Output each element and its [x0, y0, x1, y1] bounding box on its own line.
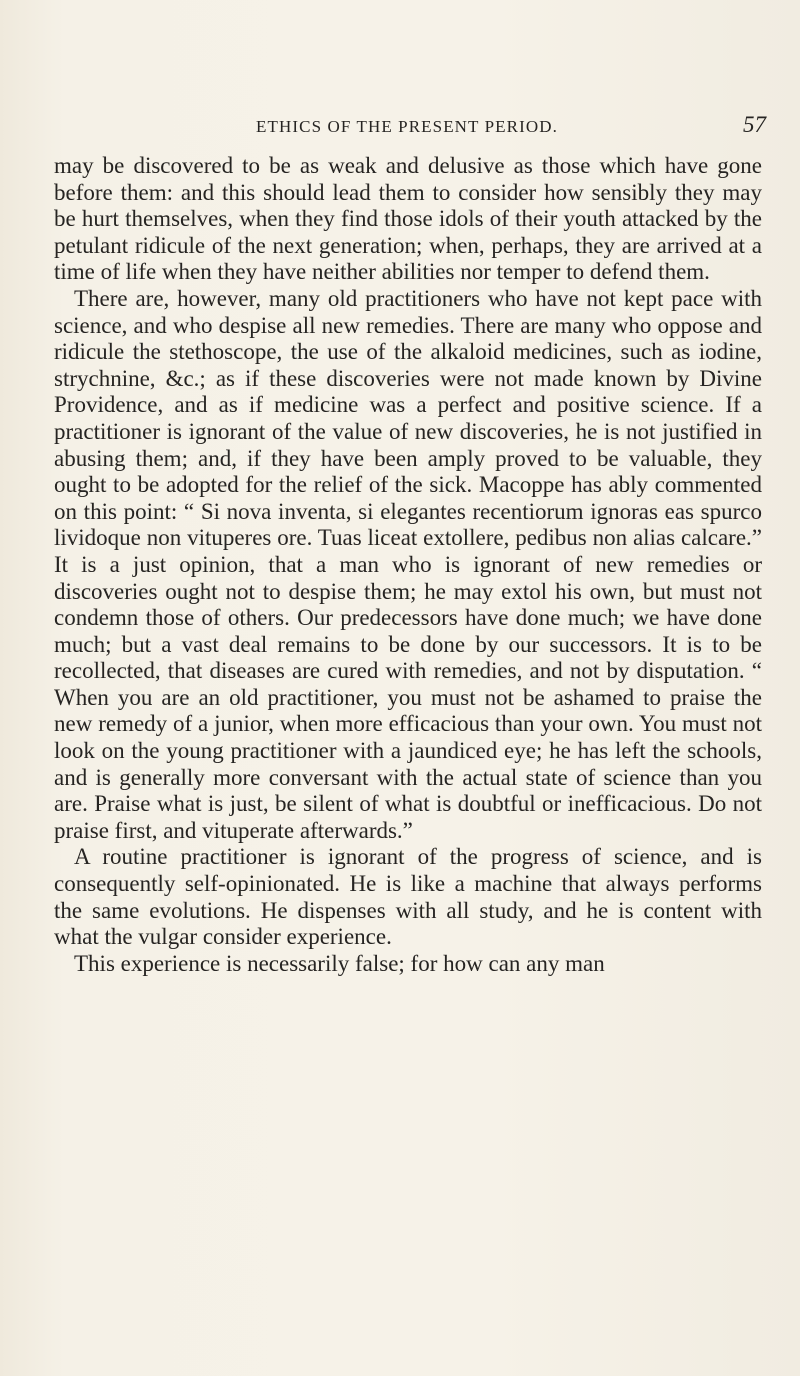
page-header — [48, 112, 766, 142]
body-text — [54, 153, 762, 977]
paragraph-routine-practitioner: A routine practitioner is ignorant of the progress of science, and is consequently self-opinionated. He is like a machine that always performs the same evolutions. He dispenses with all study, and he is content with what the vulgar consider experience. — [54, 844, 762, 950]
running-head: ETHICS OF THE PRESENT PERIOD. — [256, 117, 558, 136]
paragraph-old-practitioners: There are, however, many old practitioners who have not kept pace with science, and who despise all new remedies. There are many who oppose and ridicule the stethoscope, the use of the alkaloid medicines, such as iodine, strychnine, &c.; as if these discoveries were not made known by Divine Providence, and as if medicine was a perfect and positive science. If a practitioner is ignorant of the value of new discoveries, he is not justified in abusing them; and, if they have been amply proved to be valuable, they ought to be adopted for the relief of the sick. Macoppe has ably commented on this point: “ Si nova inventa, si elegantes recentiorum ignoras eas spurco lividoque non vituperes ore. Tuas liceat extollere, pedibus non alias calcare.” It is a just opinion, that a man who is ignorant of new remedies or discoveries ought not to despise them; he may extol his own, but must not condemn those of others. Our predecessors have done much; we have done much; but a vast deal remains to be done by our successors. It is to be recollected, that diseases are cured with remedies, and not by disputation. “ When you are an old practitioner, you must not be ashamed to praise the new remedy of a junior, when more efficacious than your own. You must not look on the young practitioner with a jaundiced eye; he has left the schools, and is generally more conversant with the actual state of science than you are. Praise what is just, be silent of what is doubtful or inefficacious. Do not praise first, and vituperate afterwards.” — [54, 285, 762, 843]
page-number: 57 — [743, 112, 766, 137]
paragraph-continuation: may be discovered to be as weak and delusive as those which have gone before them: and this should lead them to consider how sensibly they may be hurt themselves, when they find those idols of their youth attacked by the petulant ridicule of the next generation; when, perhaps, they are arrived at a time of life when they have neither abilities nor temper to defend them. — [54, 153, 762, 285]
paragraph-experience: This experience is necessarily false; for how can any man — [74, 950, 605, 976]
